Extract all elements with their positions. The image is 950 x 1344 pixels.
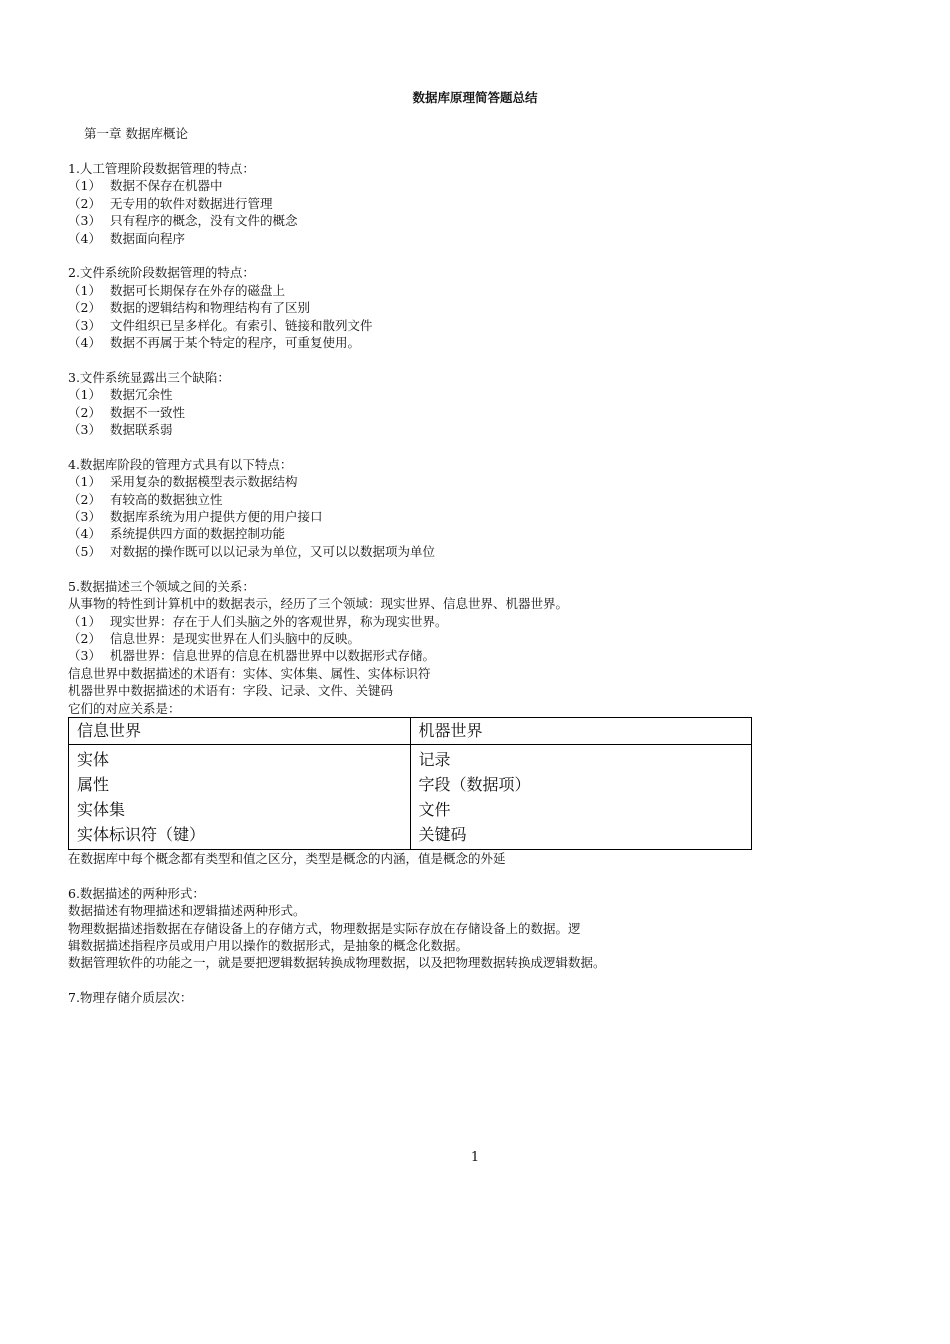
paragraph-line: 数据描述有物理描述和逻辑描述两种形式。: [68, 903, 306, 919]
paragraph-line: 物理数据描述指数据在存储设备上的存储方式，物理数据是实际存放在存储设备上的数据。逻: [68, 920, 581, 936]
list-item: （2） 有较高的数据独立性: [68, 491, 223, 507]
list-item: （3） 数据库系统为用户提供方便的用户接口: [68, 509, 323, 525]
section-1-heading: 1.人工管理阶段数据管理的特点：: [68, 161, 255, 176]
list-item: （2） 数据不一致性: [68, 404, 186, 420]
table-cell-info-world: [69, 744, 411, 849]
list-item: （1） 数据可长期保存在外存的磁盘上: [68, 282, 286, 298]
document-title: 数据库原理简答题总结: [412, 90, 538, 105]
section-5-note: 在数据库中每个概念都有类型和值之区分，类型是概念的内涵，值是概念的外延: [68, 850, 506, 866]
section-2-heading: 2.文件系统阶段数据管理的特点：: [68, 265, 255, 281]
document-body: [68, 160, 888, 1007]
section-5-heading: 5.数据描述三个领域之间的关系：: [68, 578, 255, 594]
list-item: （4） 系统提供四方面的数据控制功能: [68, 526, 286, 542]
section-5-intro: 从事物的特性到计算机中的数据表示，经历了三个领域：现实世界、信息世界、机器世界。: [68, 596, 569, 612]
table-header-machine-world: 机器世界: [410, 717, 752, 744]
list-item: （3） 机器世界：信息世界的信息在机器世界中以数据形式存储。: [68, 648, 436, 664]
list-item: （3） 只有程序的概念，没有文件的概念: [68, 213, 298, 229]
list-item: （4） 数据面向程序: [68, 230, 186, 246]
list-item: （2） 无专用的软件对数据进行管理: [68, 195, 273, 211]
table-header-info-world: 信息世界: [69, 717, 411, 744]
mapping-table: [68, 717, 752, 850]
table-cell-text: 实体: [77, 749, 110, 769]
page-number: 1: [470, 1150, 480, 1165]
table-cell-text: 记录: [418, 749, 451, 769]
table-cell-text: 实体标识符（键）: [77, 824, 206, 844]
list-item: （1） 现实世界：存在于人们头脑之外的客观世界，称为现实世界。: [68, 613, 448, 629]
table-header-row: [69, 717, 752, 744]
table-cell-text: 属性: [77, 774, 110, 794]
list-item: （3） 数据联系弱: [68, 422, 173, 438]
machine-world-terms: 机器世界中数据描述的术语有：字段、记录、文件、关键码: [68, 683, 394, 699]
list-item: （1） 数据冗余性: [68, 387, 173, 403]
table-cell-text: 字段（数据项）: [418, 774, 531, 794]
info-world-terms: 信息世界中数据描述的术语有：实体、实体集、属性、实体标识符: [68, 665, 431, 681]
section-7-heading: 7.物理存储介质层次：: [68, 990, 193, 1006]
list-item: （2） 数据的逻辑结构和物理结构有了区别: [68, 300, 311, 316]
table-cell-text: 文件: [418, 799, 451, 819]
table-cell-text: 关键码: [418, 824, 467, 844]
table-row: [69, 744, 752, 849]
table-cell-text: 实体集: [77, 799, 126, 819]
section-4-heading: 4.数据库阶段的管理方式具有以下特点：: [68, 456, 293, 472]
list-item: （1） 数据不保存在机器中: [68, 178, 223, 194]
section-6-heading: 6.数据描述的两种形式：: [68, 885, 205, 901]
section-3-heading: 3.文件系统显露出三个缺陷：: [68, 369, 230, 385]
chapter-heading: 第一章 数据库概论: [84, 126, 188, 141]
list-item: （1） 采用复杂的数据模型表示数据结构: [68, 474, 298, 490]
table-cell-machine-world: [410, 744, 752, 849]
paragraph-line: 数据管理软件的功能之一，就是要把逻辑数据转换成物理数据，以及把物理数据转换成逻辑数据。: [68, 955, 606, 971]
list-item: （3） 文件组织已呈多样化。有索引、链接和散列文件: [68, 317, 373, 333]
list-item: （4） 数据不再属于某个特定的程序，可重复使用。: [68, 335, 361, 351]
mapping-intro: 它们的对应关系是：: [68, 700, 181, 716]
paragraph-line: 辑数据描述指程序员或用户用以操作的数据形式，是抽象的概念化数据。: [68, 937, 469, 953]
list-item: （5） 对数据的操作既可以以记录为单位，又可以以数据项为单位: [68, 543, 436, 559]
list-item: （2） 信息世界：是现实世界在人们头脑中的反映。: [68, 630, 361, 646]
